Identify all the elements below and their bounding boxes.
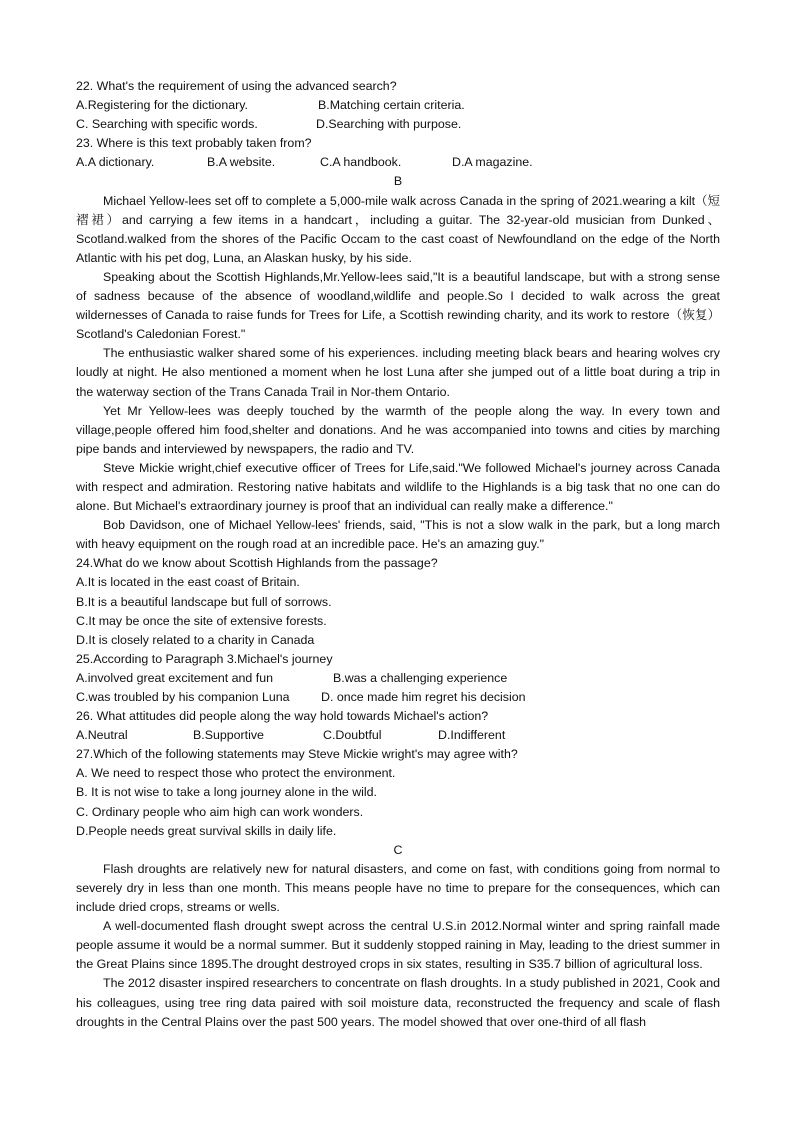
question-23-options [76, 153, 720, 172]
q26-option-d: D.Indifferent [438, 728, 506, 743]
q23-option-d: D.A magazine. [452, 155, 533, 170]
section-b-paragraph-4: Yet Mr Yellow-lees was deeply touched by the warmth of the people along the way. In every town and village,people offered him food,shelter and donations. And he was accompanied into towns and cities by marching pipe bands and interviewed by newspapers, the radio and TV. [76, 403, 720, 456]
section-c-paragraph-1: Flash droughts are relatively new for natural disasters, and come on fast, with conditions going from normal to severely dry in less than one month. This means people have no time to prepare for the consequences, which can include dried crops, streams or wells. [76, 861, 720, 915]
section-b-paragraph-5: Steve Mickie wright,chief executive officer of Trees for Life,said."We followed Michael's journey across Canada with respect and admiration. Restoring native habitats and wildlife to the Highlands is a big task that no one can do alone. But Michael's extraordinary journey is proof that an individual can really make a difference." [76, 460, 720, 514]
q27-option-b: B. It is not wise to take a long journey alone in the wild. [76, 785, 377, 800]
question-24-stem: 24.What do we know about Scottish Highlands from the passage? [76, 556, 438, 571]
question-23-stem: 23. Where is this text probably taken from? [76, 136, 312, 151]
question-25-stem: 25.According to Paragraph 3.Michael's journey [76, 651, 333, 666]
question-26-options [76, 726, 720, 745]
q22-option-b: B.Matching certain criteria. [318, 98, 465, 113]
q22-option-d: D.Searching with purpose. [316, 117, 462, 132]
section-b-heading: B [393, 174, 403, 189]
section-c-paragraph-3: The 2012 disaster inspired researchers to concentrate on flash droughts. In a study published in 2021, Cook and his colleagues, using tree ring data paired with soil moisture data, reconstructed the frequency and scale of flash droughts in the Central Plains over the past 500 years. The model showed that over one-third of all flash [76, 976, 720, 1029]
q23-option-b: B.A website. [207, 155, 276, 170]
q25-option-c: C.was troubled by his companion Luna [76, 690, 290, 704]
question-22-options-2 [76, 115, 720, 134]
question-25-options [76, 669, 720, 688]
q26-option-a: A.Neutral [76, 728, 128, 743]
section-b-paragraph-6: Bob Davidson, one of Michael Yellow-lees' friends, said, "This is not a slow walk in the park, but a long march with heavy equipment on the rough road at an incredible pace. He's an amazing guy." [76, 518, 720, 552]
section-c-heading: C [393, 842, 403, 857]
exam-page [76, 77, 720, 1032]
section-b-paragraph-1: Michael Yellow-lees set off to complete a 5,000-mile walk across Canada in the spring of 2021.wearing a kilt（短褶裙）and carrying a few items in a handcart，including a guitar. The 32-year-old musician from Dunked、Scotland.walked from the shores of the Pacific Occam to the cast coast of Newfoundland on the edge of the North Atlantic with his pet dog, Luna, an Alaskan husky, by his side. [76, 193, 720, 265]
q25-option-d: D. once made him regret his decision [321, 690, 526, 704]
q24-option-b: B.It is a beautiful landscape but full of sorrows. [76, 594, 332, 609]
q25-option-a: A.involved great excitement and fun [76, 670, 273, 685]
section-b-paragraph-2: Speaking about the Scottish Highlands,Mr.Yellow-lees said,"It is a beautiful landscape, but with a strong sense of sadness because of the absence of woodland,wildlife and people.So I decided to walk across the great wildernesses of Canada to raise funds for Trees for Life, a Scottish rewinding charity, and its work to restore（恢复）Scotland's Caledonian Forest." [76, 269, 720, 342]
q26-option-c: C.Doubtful [323, 728, 382, 743]
question-27-stem: 27.Which of the following statements may Steve Mickie wright's may agree with? [76, 747, 518, 762]
q23-option-c: C.A handbook. [320, 155, 402, 170]
q22-option-a: A.Registering for the dictionary. [76, 98, 248, 113]
q27-option-d: D.People needs great survival skills in daily life. [76, 823, 337, 838]
question-22-stem: 22. What's the requirement of using the advanced search? [76, 79, 397, 93]
q27-option-c: C. Ordinary people who aim high can work wonders. [76, 804, 364, 819]
q25-option-b: B.was a challenging experience [333, 670, 508, 685]
q24-option-a: A.It is located in the east coast of Britain. [76, 575, 300, 590]
q27-option-a: A. We need to respect those who protect the environment. [76, 766, 396, 781]
q23-option-a: A.A dictionary. [76, 155, 155, 170]
section-b-paragraph-3: The enthusiastic walker shared some of his experiences. including meeting black bears and hearing wolves cry loudly at night. He also mentioned a moment when he lost Luna after she jumped out of a little boat during a trip in the waterway section of the Trans Canada Trail in Nor-them Ontario. [76, 346, 720, 399]
q24-option-c: C.It may be once the site of extensive forests. [76, 613, 327, 628]
q24-option-d: D.It is closely related to a charity in Canada [76, 632, 315, 647]
question-22-options [76, 96, 720, 115]
question-25-options-2 [76, 688, 720, 707]
section-c-paragraph-2: A well-documented flash drought swept across the central U.S.in 2012.Normal winter and spring rainfall made people assume it would be a normal summer. But it suddenly stopped raining in May, leading to the driest summer in the Great Plains since 1895.The drought destroyed crops in six states, resulting in S35.7 billion of agricultural loss. [76, 919, 720, 972]
q22-option-c: C. Searching with specific words. [76, 117, 258, 132]
q26-option-b: B.Supportive [193, 728, 264, 743]
question-26-stem: 26. What attitudes did people along the way hold towards Michael's action? [76, 709, 489, 724]
